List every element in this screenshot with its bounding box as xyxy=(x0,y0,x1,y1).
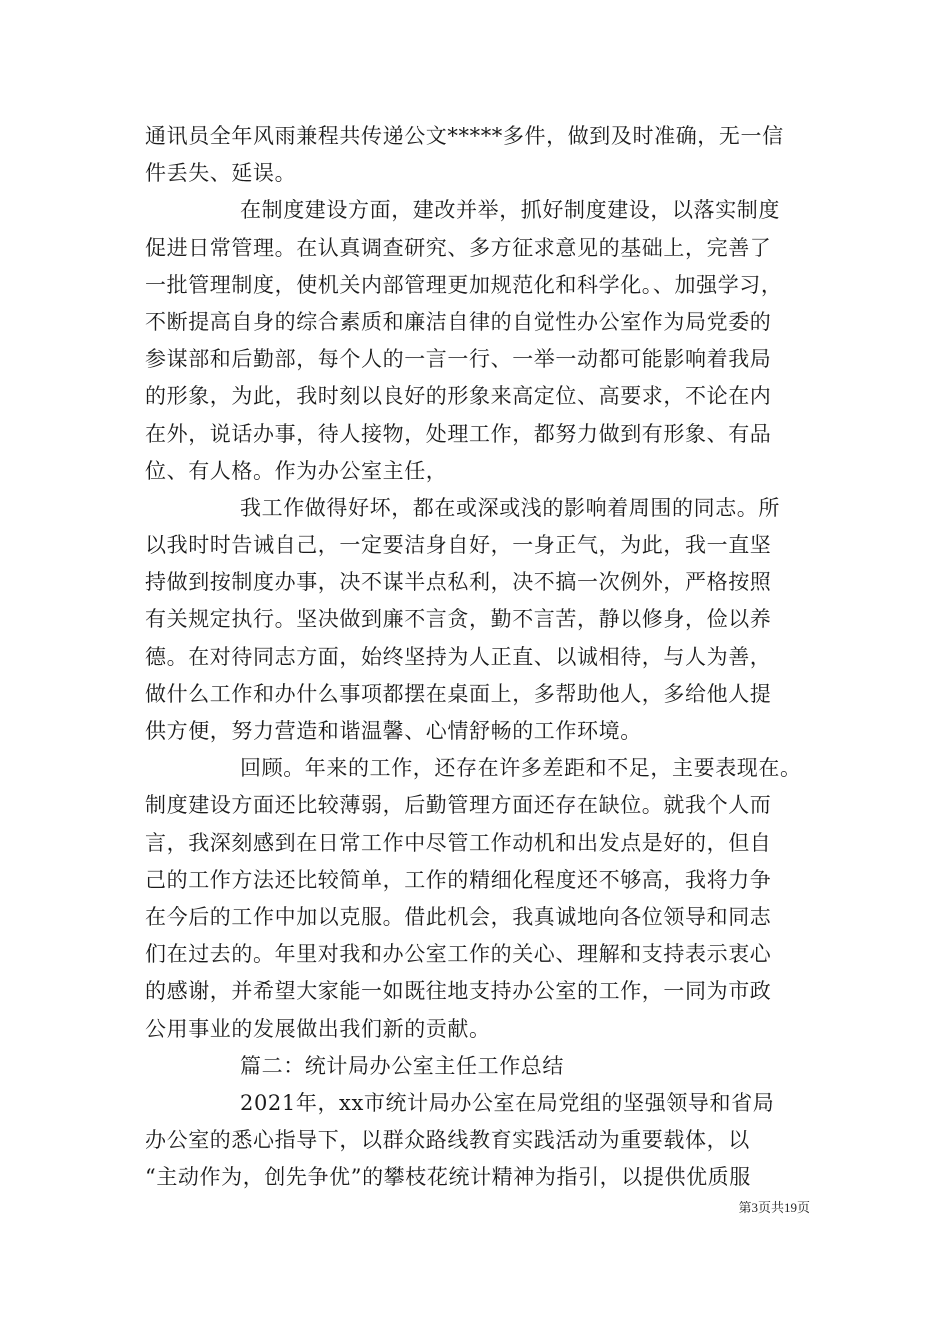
text-line: 供方便，努力营造和谐温馨、心情舒畅的工作环境。 xyxy=(145,719,642,743)
paragraph-start-line: 在制度建设方面，建改并举，抓好制度建设，以落实制度 xyxy=(240,198,780,223)
text-line: 持做到按制度办事，决不谋半点私利，决不搞一次例外，严格按照 xyxy=(145,570,772,595)
section-heading: 篇二：统计局办公室主任工作总结 xyxy=(240,1053,564,1078)
text-line: 在外，说话办事，待人接物，处理工作，都努力做到有形象、有品 xyxy=(145,421,772,446)
text-line: 有关规定执行。坚决做到廉不言贪，勤不言苦，静以修身，俭以养 xyxy=(145,607,772,632)
text-line: 做什么工作和办什么事项都摆在桌面上，多帮助他人，多给他人提 xyxy=(145,681,772,706)
text-line: 位、有人格。作为办公室主任， xyxy=(145,458,448,483)
text-line: 的感谢，并希望大家能一如既往地支持办公室的工作，一同为市政 xyxy=(145,979,772,1004)
text-line: 促进日常管理。在认真调查研究、多方征求意见的基础上，完善了 xyxy=(145,235,772,260)
text-line: 一批管理制度，使机关内部管理更加规范化和科学化。、加强学习， xyxy=(145,272,783,297)
text-line: 在今后的工作中加以克服。借此机会，我真诚地向各位领导和同志 xyxy=(145,904,772,929)
text-line: “主动作为，创先争优”的攀枝花统计精神为指引，以提供优质服 xyxy=(145,1165,751,1190)
text-line: 们在过去的。年里对我和办公室工作的关心、理解和支持表示衷心 xyxy=(145,942,772,967)
text-line: 德。在对待同志方面，始终坚持为人正直、以诚相待，与人为善， xyxy=(145,644,772,669)
paragraph-start-line: 2021年，xx市统计局办公室在局党组的坚强领导和省局 xyxy=(240,1090,775,1115)
text-line: 的形象，为此，我时刻以良好的形象来高定位、高要求，不论在内 xyxy=(145,384,772,409)
text-line: 通讯员全年风雨兼程共传递公文*****多件，做到及时准确，无一信 xyxy=(145,124,784,148)
text-line: 制度建设方面还比较薄弱，后勤管理方面还存在缺位。就我个人而 xyxy=(145,793,772,818)
text-line: 公用事业的发展做出我们新的贡献。 xyxy=(145,1016,491,1041)
text-line: 言，我深刻感到在日常工作中尽管工作动机和出发点是好的，但自 xyxy=(145,830,772,855)
text-line: 参谋部和后勤部，每个人的一言一行、一举一动都可能影响着我局 xyxy=(145,347,772,372)
page-number-footer: 第3页共19页 xyxy=(738,1200,810,1215)
text-line: 己的工作方法还比较简单，工作的精细化程度还不够高，我将力争 xyxy=(145,867,772,892)
text-line: 以我时时告诫自己，一定要洁身自好，一身正气，为此，我一直坚 xyxy=(145,533,772,558)
body-text xyxy=(145,118,805,1196)
text-line: 件丢失、延误。 xyxy=(145,161,297,186)
paragraph-start-line: 回顾。年来的工作，还存在许多差距和不足，主要表现在。 xyxy=(240,756,802,781)
text-line: 不断提高自身的综合素质和廉洁自律的自觉性办公室作为局党委的 xyxy=(145,309,772,334)
text-line: 办公室的悉心指导下，以群众路线教育实践活动为重要载体，以 xyxy=(145,1128,750,1153)
paragraph-start-line: 我工作做得好坏，都在或深或浅的影响着周围的同志。所 xyxy=(240,495,780,520)
